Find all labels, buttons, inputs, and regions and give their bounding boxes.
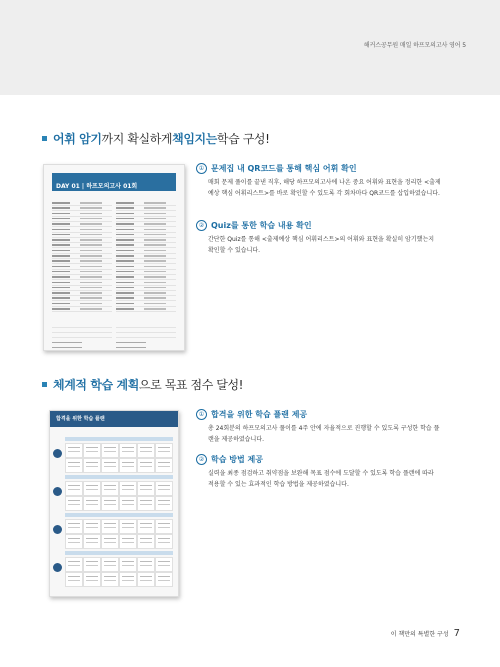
vocab-row xyxy=(52,286,112,291)
vocab-row xyxy=(52,238,112,243)
plan-cell xyxy=(137,557,155,572)
vocab-row xyxy=(116,254,176,259)
vocab-row xyxy=(116,238,176,243)
plan-cell xyxy=(119,458,137,473)
vocab-row xyxy=(116,217,176,222)
point-body: 간단한 Quiz를 통해 <출제예상 핵심 어휘리스트>의 어휘와 표현을 확실히 암기했는지 확인할 수 있습니다. xyxy=(208,236,435,254)
vocab-row xyxy=(52,270,112,275)
grid-header-row xyxy=(65,437,173,441)
vocab-row xyxy=(52,233,112,238)
vocab-row xyxy=(52,275,112,280)
study-plan-thumbnail-header xyxy=(50,411,178,427)
vocab-row xyxy=(116,307,176,312)
point-heading: 학습 방법 제공 xyxy=(211,455,263,464)
vocab-thumbnail-header xyxy=(52,173,176,191)
quiz-row xyxy=(116,333,176,338)
plan-cell xyxy=(101,519,119,534)
vocab-row xyxy=(52,206,112,211)
plan-cell xyxy=(155,481,173,496)
plan-cell xyxy=(137,519,155,534)
plan-cell xyxy=(137,496,155,511)
vocab-row xyxy=(52,296,112,301)
plan-cell xyxy=(155,496,173,511)
section1-title-end: 학습 구성! xyxy=(216,132,270,146)
section1-point-2 xyxy=(196,220,441,256)
plan-cell xyxy=(119,572,137,587)
plan-cell xyxy=(155,557,173,572)
plan-cell xyxy=(119,443,137,458)
plan-cell xyxy=(65,496,83,511)
section2-title-rest: 으로 목표 점수 달성! xyxy=(138,378,244,392)
plan-cell xyxy=(119,534,137,549)
vocab-row xyxy=(52,307,112,312)
number-circle-icon: ② xyxy=(196,220,207,231)
vocab-row xyxy=(116,222,176,227)
week-badge xyxy=(53,525,62,534)
plan-cell xyxy=(101,557,119,572)
week-badge xyxy=(53,563,62,572)
plan-cell xyxy=(137,481,155,496)
footer-label: 이 책만의 특별한 구성 xyxy=(390,631,449,638)
plan-cell xyxy=(137,443,155,458)
plan-cell xyxy=(101,443,119,458)
plan-cell xyxy=(119,481,137,496)
section2-point-2 xyxy=(196,454,441,490)
plan-cell xyxy=(101,534,119,549)
vocab-row xyxy=(52,259,112,264)
plan-cell xyxy=(101,572,119,587)
grid-header-row xyxy=(65,513,173,517)
plan-cell xyxy=(155,572,173,587)
study-plan-thumbnail-title: 합격을 위한 학습 플랜 xyxy=(56,416,105,422)
plan-cell xyxy=(83,534,101,549)
vocab-list-thumbnail xyxy=(43,164,185,351)
vocab-row xyxy=(52,228,112,233)
vocab-row xyxy=(116,281,176,286)
plan-cell xyxy=(101,481,119,496)
vocab-row xyxy=(52,222,112,227)
page-number: 7 xyxy=(453,628,460,639)
bullet-square-icon xyxy=(42,382,47,387)
vocab-row xyxy=(52,302,112,307)
number-circle-icon: ① xyxy=(196,409,207,420)
running-header: 해커스공무원 매일 하프모의고사 영어 5 xyxy=(363,42,466,49)
week-badge xyxy=(53,487,62,496)
point-body: 실력을 최종 점검하고 취약점을 보완해 목표 점수에 도달할 수 있도록 학습 플랜에 따라 적용할 수 있는 효과적인 학습 방법을 제공하였습니다. xyxy=(208,470,434,488)
plan-cell xyxy=(65,572,83,587)
plan-cell xyxy=(119,496,137,511)
vocab-row xyxy=(52,254,112,259)
page-footer xyxy=(391,628,460,639)
week-badge xyxy=(53,449,62,458)
plan-cell xyxy=(101,496,119,511)
vocab-row xyxy=(52,243,112,248)
section1-title-highlight-2: 책임지는 xyxy=(172,132,217,146)
plan-cell xyxy=(101,458,119,473)
plan-cell xyxy=(119,519,137,534)
plan-cell xyxy=(83,519,101,534)
plan-cell xyxy=(65,557,83,572)
point-heading: 합격을 위한 학습 플랜 제공 xyxy=(211,410,308,419)
plan-cell xyxy=(155,443,173,458)
plan-cell xyxy=(155,534,173,549)
point-heading: 문제집 내 QR코드를 통해 핵심 어휘 확인 xyxy=(211,164,357,173)
vocab-row xyxy=(52,291,112,296)
plan-cell xyxy=(65,534,83,549)
vocab-row xyxy=(116,302,176,307)
plan-cell xyxy=(83,557,101,572)
plan-cell xyxy=(83,443,101,458)
study-plan-thumbnail xyxy=(49,410,179,597)
plan-cell xyxy=(119,557,137,572)
plan-cell xyxy=(155,519,173,534)
bullet-square-icon xyxy=(42,136,47,141)
plan-cell xyxy=(83,496,101,511)
vocab-row xyxy=(116,265,176,270)
section1-title xyxy=(42,130,270,147)
section2-title xyxy=(42,376,243,393)
section2-point-1 xyxy=(196,409,441,445)
vocab-row xyxy=(116,291,176,296)
vocab-row xyxy=(52,212,112,217)
vocab-row xyxy=(116,275,176,280)
section1-point-1 xyxy=(196,163,441,199)
section1-title-highlight-1: 어휘 암기 xyxy=(53,132,102,146)
plan-cell xyxy=(83,481,101,496)
section1-title-mid: 까지 확실하게 xyxy=(101,132,173,146)
vocab-row xyxy=(116,296,176,301)
point-body: 총 24회분의 하프모의고사 풀이를 4주 안에 자율적으로 진행할 수 있도록 구성한 학습 플랜을 제공하였습니다. xyxy=(208,425,440,443)
vocab-row xyxy=(116,212,176,217)
point-body: 매회 문제 풀이를 끝낸 직후, 해당 하프모의고사에 나온 중요 어휘와 표현을 정리한 <출제예상 핵심 어휘리스트>를 바로 확인할 수 있도록 각 회차마다 QR코드를 삽입하였습니다. xyxy=(208,179,441,197)
plan-cell xyxy=(83,572,101,587)
plan-cell xyxy=(65,519,83,534)
vocab-row xyxy=(52,249,112,254)
grid-header-row xyxy=(65,551,173,555)
vocab-row xyxy=(116,243,176,248)
plan-cell xyxy=(155,458,173,473)
vocab-row xyxy=(116,259,176,264)
vocab-row xyxy=(116,286,176,291)
vocab-row xyxy=(116,206,176,211)
quiz-row xyxy=(52,333,112,338)
plan-cell xyxy=(65,458,83,473)
vocab-row xyxy=(116,201,176,206)
number-circle-icon: ② xyxy=(196,454,207,465)
vocab-row xyxy=(52,217,112,222)
plan-cell xyxy=(65,443,83,458)
vocab-row xyxy=(52,265,112,270)
grid-header-row xyxy=(65,475,173,479)
vocab-row xyxy=(52,201,112,206)
plan-cell xyxy=(65,481,83,496)
plan-cell xyxy=(137,534,155,549)
point-heading: Quiz를 통한 학습 내용 확인 xyxy=(211,221,312,230)
vocab-row xyxy=(116,228,176,233)
plan-cell xyxy=(83,458,101,473)
plan-cell xyxy=(137,572,155,587)
number-circle-icon: ① xyxy=(196,163,207,174)
vocab-row xyxy=(116,233,176,238)
vocab-row xyxy=(52,281,112,286)
vocab-row xyxy=(116,249,176,254)
plan-cell xyxy=(137,458,155,473)
vocab-row xyxy=(116,270,176,275)
section2-title-highlight: 체계적 학습 계획 xyxy=(53,378,139,392)
vocab-thumbnail-title: DAY 01 | 하프모의고사 01회 xyxy=(56,183,138,190)
